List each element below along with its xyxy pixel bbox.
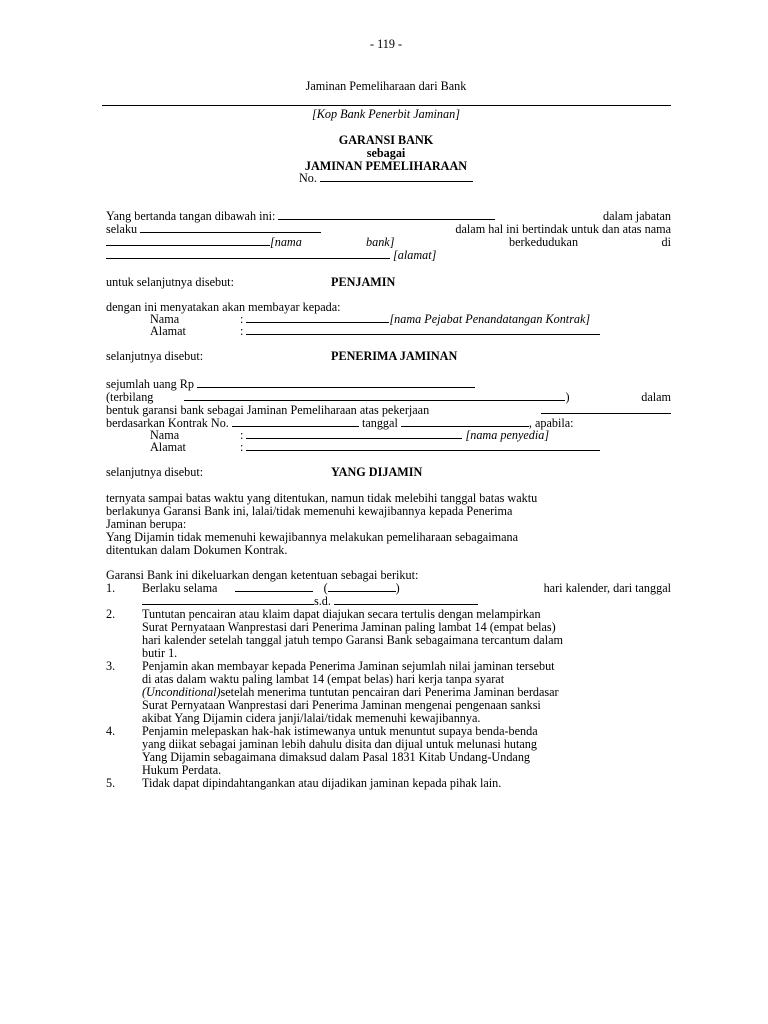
guaranteed-label: selanjutnya disebut: (106, 465, 204, 479)
in-words-label: (terbilang (106, 390, 154, 404)
title-line-2: sebagai (366, 146, 406, 160)
term-1-text: Berlaku selama (142, 581, 218, 595)
provider-address-blank (246, 441, 600, 451)
term-1-text-b: hari kalender, dari tanggal (543, 581, 671, 595)
until-label: s.d. (314, 594, 331, 608)
intro-text-3d: di (661, 235, 671, 249)
amount-line-1 (106, 378, 475, 391)
term-2-line-2: Surat Pernyataan Wanprestasi dari Penerima Jaminan paling lambat 14 (empat belas) (142, 620, 556, 634)
intro-line-3 (106, 236, 302, 249)
condition-line-4: Yang Dijamin tidak memenuhi kewajibannya melakukan pemeliharaan sebagaimana (106, 530, 518, 544)
start-date-blank (142, 595, 314, 605)
guarantor-value: PENJAMIN (331, 275, 396, 289)
recipient-name-blank (246, 313, 389, 323)
work-blank (541, 404, 671, 414)
guarantee-number (299, 172, 473, 185)
condition-line-2: berlakunya Garansi Bank ini, lalai/tidak memenuhi kewajibannya kepada Penerima (106, 504, 513, 518)
letterhead-placeholder: [Kop Bank Penerbit Jaminan] (312, 107, 460, 121)
intro-text-2b: dalam hal ini bertindak untuk dan atas nama (455, 222, 671, 236)
term-3-line-5: akibat Yang Dijamin cidera janji/lalai/tidak memenuhi kewajibannya. (142, 711, 481, 725)
title-line-1: GARANSI BANK (338, 133, 434, 147)
colon: : (240, 440, 244, 454)
term-3-line-1: Penjamin akan membayar kepada Penerima Jaminan sejumlah nilai jaminan tersebut (142, 659, 555, 673)
number-blank (320, 172, 473, 182)
date-blank (401, 417, 529, 427)
intro-line-4 (106, 249, 436, 262)
amount-label: sejumlah uang Rp (106, 377, 195, 391)
condition-line-3: Jaminan berupa: (106, 517, 187, 531)
term-4-line-3: Yang Dijamin sebagaimana dimaksud dalam Pasal 1831 Kitab Undang-Undang (142, 750, 531, 764)
condition-line-5: ditentukan dalam Dokumen Kontrak. (106, 543, 288, 557)
paren-open: ( (323, 581, 328, 595)
number-label: No. (299, 171, 317, 185)
amount-blank (197, 378, 475, 388)
recipient-address-row (240, 325, 600, 338)
date-label: tanggal (361, 416, 398, 430)
term-4-line-4: Hukum Perdata. (142, 763, 222, 777)
intro-text-1a: Yang bertanda tangan dibawah ini: (106, 209, 276, 223)
recipient-address-blank (246, 325, 600, 335)
intro-text-3b: bank] (366, 235, 395, 249)
paren-close: ) (395, 581, 400, 595)
declaration-intro: dengan ini menyatakan akan membayar kepada: (106, 300, 341, 314)
term-3-number: 3. (106, 659, 116, 673)
term-4-line-2: yang diikat sebagai jaminan lebih dahulu disita dan dijual untuk melunasi hutang (142, 737, 537, 751)
recipient-address-label: Alamat (150, 324, 186, 338)
position-blank (140, 223, 321, 233)
colon: : (240, 312, 244, 326)
term-3-line-4: Surat Pernyataan Wanprestasi dari Penerima Jaminan mengenai pengenaan sanksi (142, 698, 541, 712)
recipient-value: PENERIMA JAMINAN (331, 349, 458, 363)
colon: : (240, 324, 244, 338)
days-blank (235, 582, 313, 592)
intro-text-2a: selaku (106, 222, 138, 236)
unconditional-term: (Unconditional) (142, 685, 221, 699)
term-2-line-3: hari kalender setelah tanggal jatuh tempo Garansi Bank sebagaimana tercantum dalam (142, 633, 563, 647)
recipient-name-label: Nama (150, 312, 180, 326)
address-hint: [alamat] (393, 248, 437, 262)
page-number: - 119 - (369, 37, 403, 51)
provider-address-row (240, 441, 600, 454)
contract-no-label: berdasarkan Kontrak No. (106, 416, 229, 430)
intro-text-3c: berkedudukan (509, 235, 579, 249)
term-2-number: 2. (106, 607, 116, 621)
if-label: , apabila: (528, 416, 574, 430)
term-1-line-1 (142, 582, 400, 595)
bank-name-blank (106, 236, 270, 246)
days-words-blank (328, 582, 396, 592)
term-4-line-1: Penjamin melepaskan hak-hak istimewanya untuk menuntut supaya benda-benda (142, 724, 538, 738)
recipient-label: selanjutnya disebut: (106, 349, 204, 363)
intro-line-1 (106, 210, 495, 223)
in-words-close: ) (565, 390, 570, 404)
signer-name-blank (278, 210, 495, 220)
term-2-line-1: Tuntutan pencairan atau klaim dapat diajukan secara tertulis dengan melampirkan (142, 607, 541, 621)
term-3-line-3-text: setelah menerima tuntutan pencairan dari Penerima Jaminan berdasar (220, 685, 559, 699)
term-5-line-1: Tidak dapat dipindahtangankan atau dijadikan jaminan kepada pihak lain. (142, 776, 502, 790)
end-date-blank (334, 595, 478, 605)
provider-name-label: Nama (150, 428, 180, 442)
in-words-blank (184, 391, 565, 401)
guarantor-label: untuk selanjutnya disebut: (106, 275, 234, 289)
term-2-line-4: butir 1. (142, 646, 178, 660)
terms-intro: Garansi Bank ini dikeluarkan dengan ketentuan sebagai berikut: (106, 568, 419, 582)
bank-name-hint: [nama (270, 235, 302, 249)
term-3-line-2: di atas dalam waktu paling lambat 14 (empat belas) hari kerja tanpa syarat (142, 672, 505, 686)
condition-line-1: ternyata sampai batas waktu yang ditentukan, namun tidak melebihi tanggal batas waktu (106, 491, 538, 505)
contract-no-blank (232, 417, 359, 427)
guaranteed-value: YANG DIJAMIN (331, 465, 423, 479)
recipient-name-hint: [nama Pejabat Penandatangan Kontrak] (389, 312, 591, 326)
document-heading: Jaminan Pemeliharaan dari Bank (305, 79, 467, 93)
title-line-3: JAMINAN PEMELIHARAAN (304, 159, 468, 173)
provider-name-hint: [nama penyedia] (465, 428, 550, 442)
colon: : (240, 428, 244, 442)
letterhead-rule (102, 105, 671, 106)
address-blank (106, 249, 390, 259)
intro-text-1b: dalam jabatan (602, 209, 671, 223)
term-5-number: 5. (106, 776, 116, 790)
term-1-number: 1. (106, 581, 116, 595)
term-4-number: 4. (106, 724, 116, 738)
amount-text-2c: dalam (641, 390, 671, 404)
provider-address-label: Alamat (150, 440, 186, 454)
provider-name-blank (246, 429, 462, 439)
amount-line-3: bentuk garansi bank sebagai Jaminan Pemeliharaan atas pekerjaan (106, 403, 430, 417)
